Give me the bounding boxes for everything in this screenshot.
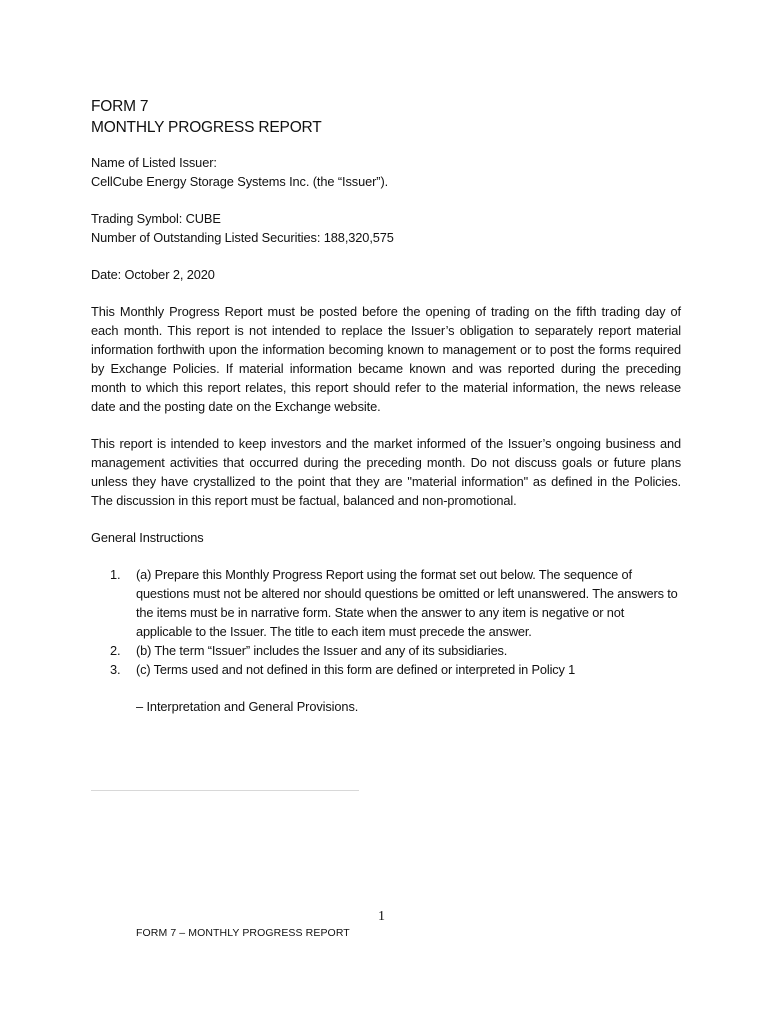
instruction-text: (c) Terms used and not defined in this form are defined or interpreted in Policy 1	[136, 662, 576, 677]
outstanding-securities: Number of Outstanding Listed Securities: 188,320,575	[91, 230, 394, 245]
report-date: Date: October 2, 2020	[91, 267, 215, 282]
footnote-divider	[91, 790, 359, 791]
instruction-number: 3.	[110, 662, 121, 677]
page-content	[91, 96, 681, 716]
running-footer: FORM 7 – MONTHLY PROGRESS REPORT	[136, 927, 350, 939]
paragraph-posting-requirements: This Monthly Progress Report must be posted before the opening of trading on the fifth trading day of each month. This report is not intended to replace the Issuer’s obligation to separately report material information forthwith upon the information becoming known to management or to post the forms required by Exchange Policies. If material information became known and was reported during the preceding month to which this report relates, this report should refer to the material information, the news release date and the posting date on the Exchange website.	[91, 304, 681, 414]
instruction-item	[91, 565, 681, 641]
instruction-text: (b) The term “Issuer” includes the Issuer and any of its subsidiaries.	[136, 643, 508, 658]
instruction-item	[91, 641, 681, 660]
instruction-number: 2.	[110, 643, 121, 658]
issuer-name-label: Name of Listed Issuer:	[91, 155, 217, 170]
form-number: FORM 7	[91, 98, 149, 115]
page-number: 1	[378, 909, 385, 924]
instructions-list	[91, 565, 681, 679]
instruction-text: (a) Prepare this Monthly Progress Report using the format set out below. The sequence of questions must not be altered nor should questions be omitted or left unanswered. The answers to the items must be in narrative form. State when the answer to any item is negative or not applicable to the Issuer. The title to each item must precede the answer.	[136, 567, 678, 639]
instruction-item	[91, 660, 681, 679]
paragraph-report-purpose: This report is intended to keep investors and the market informed of the Issuer’s ongoing business and management activities that occurred during the preceding month. Do not discuss goals or future plans unless they have crystallized to the point that they are "material information" as defined in the Policies. The discussion in this report must be factual, balanced and non-promotional.	[91, 436, 681, 508]
instruction-number: 1.	[110, 567, 121, 582]
instructions-heading: General Instructions	[91, 530, 204, 545]
instruction-continuation: – Interpretation and General Provisions.	[136, 699, 359, 714]
report-title: MONTHLY PROGRESS REPORT	[91, 119, 322, 136]
issuer-name-value: CellCube Energy Storage Systems Inc. (the “Issuer”).	[91, 174, 389, 189]
trading-symbol: Trading Symbol: CUBE	[91, 211, 221, 226]
